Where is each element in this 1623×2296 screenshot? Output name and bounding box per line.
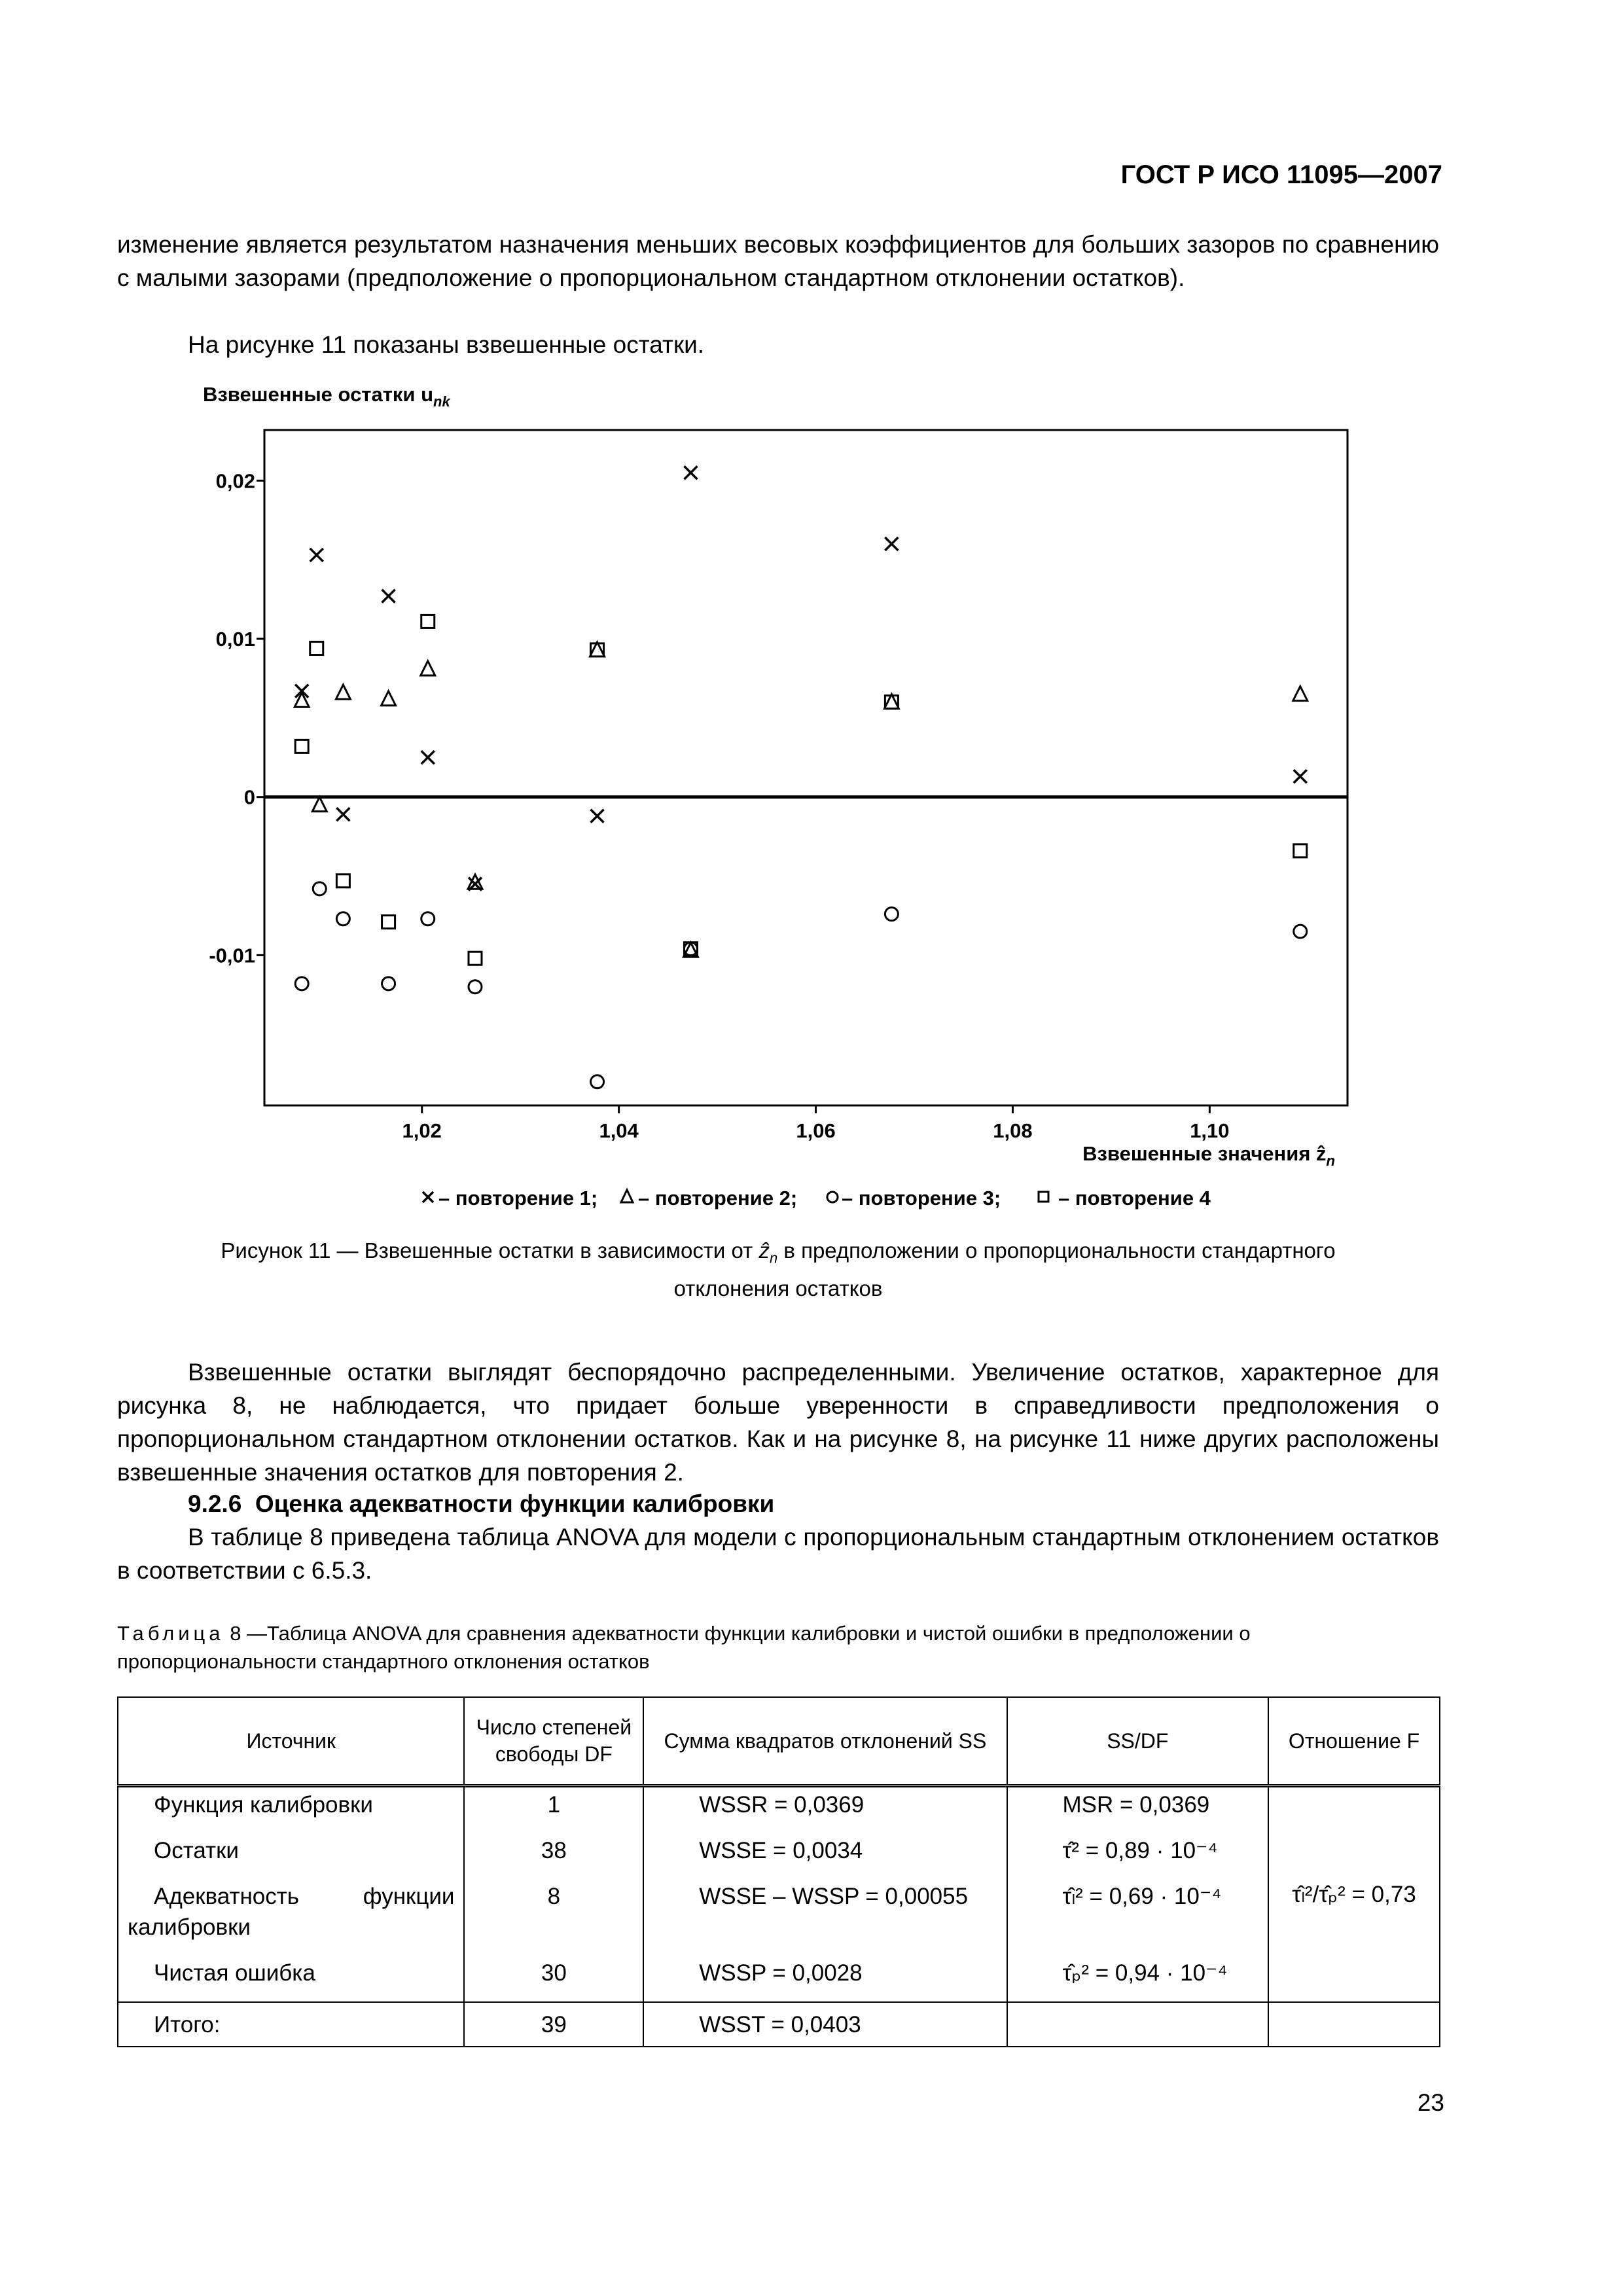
legend-repeat-3: – повторение 3;: [842, 1187, 1001, 1210]
point-repeat-1: [310, 548, 323, 562]
figure-reference: На рисунке 11 показаны взвешенные остатки.: [188, 331, 705, 358]
row-ss: WSSR = 0,0369: [699, 1792, 865, 1818]
point-repeat-3: [336, 912, 349, 925]
point-repeat-4: [295, 740, 308, 753]
table-caption: Таблица 8 —Таблица ANOVA для сравнения адекватности функции калибровки и чистой ошибки в предположении о пропорциональности стандартного отклонения остатков: [117, 1622, 1251, 1673]
point-repeat-4: [421, 615, 435, 628]
y-tick-label: -0,01: [209, 944, 255, 967]
row-ms: τ̂ₚ² = 0,94 · 10⁻⁴: [1062, 1960, 1228, 1986]
row-df: 38: [541, 1838, 567, 1863]
figure-caption: [117, 1236, 1439, 1304]
header-df: Число степеней свободы DF: [464, 1697, 643, 1786]
point-repeat-4: [310, 642, 323, 655]
point-repeat-1: [591, 810, 604, 823]
x-tick-label: 1,06: [796, 1119, 836, 1142]
table-header-row: [118, 1697, 1440, 1786]
body-paragraph-1: Взвешенные остатки выглядят беспорядочно распределенными. Увеличение остатков, характерное для рисунка 8, не наблюдается, что придает больше уверенности в справедливости предположения о пропорциональном стандартном отклонении остатков. Как и на рисунке 8, на рисунке 11 ниже других расположены взвешенные значения остатков для повторения 2.: [117, 1359, 1439, 1486]
table-total-row: [118, 2002, 1440, 2047]
row-df: 1: [547, 1792, 561, 1818]
source-column: [118, 1786, 464, 2003]
y-axis-label: Взвешенные остатки $u_{nk}$: [203, 383, 450, 410]
row-ms: τ̂ₗ² = 0,69 · 10⁻⁴: [1062, 1884, 1222, 1909]
point-repeat-4: [382, 916, 395, 929]
x-axis-label: Взвешенные значения ẑ$_n$: [1082, 1142, 1335, 1169]
y-tick-label: 0,02: [215, 469, 255, 493]
point-repeat-1: [684, 466, 697, 479]
intro-paragraph: изменение является результатом назначения меньших весовых коэффициентов для больших зазоров по сравнению с малыми зазорами (предположение о пропорциональном стандартном отклонении остатков).: [117, 231, 1439, 291]
point-repeat-2: [468, 874, 482, 889]
legend-marker-square: [1039, 1192, 1048, 1202]
figure-caption-line-2: отклонения остатков: [673, 1276, 883, 1300]
row-ss: WSSE – WSSP = 0,00055: [699, 1884, 969, 1909]
legend-marker-triangle: [621, 1190, 633, 1202]
point-repeat-4: [1294, 844, 1307, 857]
header-f-ratio: Отношение F: [1268, 1697, 1440, 1786]
row-ss: WSSP = 0,0028: [699, 1960, 863, 1986]
point-repeat-2: [312, 797, 327, 812]
point-repeat-3: [313, 882, 326, 895]
point-repeat-1: [382, 590, 395, 603]
row-df: 8: [547, 1884, 561, 1909]
point-repeat-3: [421, 912, 435, 925]
header-ss-df: SS/DF: [1007, 1697, 1269, 1786]
point-repeat-3: [591, 1075, 604, 1088]
figure-caption-line-1: Рисунок 11 — Взвешенные остатки в зависимости от ẑ$_n$ в предположении о пропорциональности стандартного: [221, 1238, 1336, 1266]
point-repeat-3: [469, 980, 482, 994]
total-source: Итого:: [118, 2002, 464, 2047]
df-column: [464, 1786, 643, 2003]
z-hat-symbol: ẑ$_n$: [758, 1238, 778, 1266]
row-ms: τ̂² = 0,89 · 10⁻⁴: [1062, 1838, 1218, 1863]
plot-frame: [264, 430, 1347, 1105]
ms-column: [1007, 1786, 1269, 2003]
row-df: 30: [541, 1960, 567, 1986]
section-heading: 9.2.6 Оценка адекватности функции калибровки: [188, 1490, 775, 1517]
point-repeat-3: [885, 908, 898, 921]
page-number: 23: [1417, 2089, 1444, 2116]
row-ms: MSR = 0,0369: [1062, 1792, 1210, 1818]
x-tick-label: 1,10: [1190, 1119, 1230, 1142]
total-f: [1268, 2002, 1440, 2047]
f-ratio-cell: τ̂ₗ²/τ̂ₚ² = 0,73: [1268, 1786, 1440, 2003]
point-repeat-3: [1294, 925, 1307, 938]
point-repeat-4: [469, 952, 482, 965]
body-paragraph-2: В таблице 8 приведена таблица ANOVA для модели с пропорциональным стандартным отклонением остатков в соответствии с 6.5.3.: [117, 1524, 1439, 1584]
row-source: Функция калибровки: [154, 1792, 373, 1818]
header-source: Источник: [118, 1697, 464, 1786]
point-repeat-2: [336, 685, 350, 699]
legend-marker-circle: [827, 1192, 838, 1202]
total-ss: WSST = 0,0403: [643, 2002, 1007, 2047]
ss-column: [643, 1786, 1007, 2003]
y-tick-label: 0,01: [215, 628, 255, 651]
point-repeat-1: [336, 808, 349, 821]
legend-repeat-1: – повторение 1;: [438, 1187, 598, 1210]
document-header: ГОСТ Р ИСО 11095—2007: [1120, 160, 1442, 189]
legend-repeat-2: – повторение 2;: [638, 1187, 798, 1210]
y-tick-label: 0: [243, 785, 255, 809]
point-repeat-1: [421, 751, 435, 764]
total-df: 39: [464, 2002, 643, 2047]
point-repeat-4: [336, 874, 349, 888]
residuals-scatter-chart: [105, 376, 1387, 1221]
anova-table: [117, 1696, 1440, 2047]
row-source: Чистая ошибка: [154, 1960, 315, 1986]
x-tick-label: 1,04: [599, 1119, 639, 1142]
row-ss: WSSE = 0,0034: [699, 1838, 863, 1863]
point-repeat-2: [421, 661, 435, 675]
point-repeat-1: [1294, 770, 1307, 783]
row-source: Остатки: [154, 1838, 239, 1863]
x-tick-label: 1,02: [402, 1119, 442, 1142]
legend-marker-x: [423, 1192, 433, 1202]
header-ss: Сумма квадратов отклонений SS: [643, 1697, 1007, 1786]
legend-repeat-4: – повторение 4: [1058, 1187, 1211, 1210]
point-repeat-1: [885, 537, 898, 550]
row-source: Адекватность функции калибровки: [128, 1884, 455, 1940]
point-repeat-2: [1293, 687, 1308, 701]
table-row: [118, 1786, 1440, 2003]
point-repeat-2: [382, 691, 396, 706]
chart-legend: [423, 1187, 1211, 1210]
point-repeat-3: [295, 977, 308, 990]
point-repeat-3: [382, 977, 395, 990]
x-tick-label: 1,08: [993, 1119, 1033, 1142]
total-ms: [1007, 2002, 1269, 2047]
